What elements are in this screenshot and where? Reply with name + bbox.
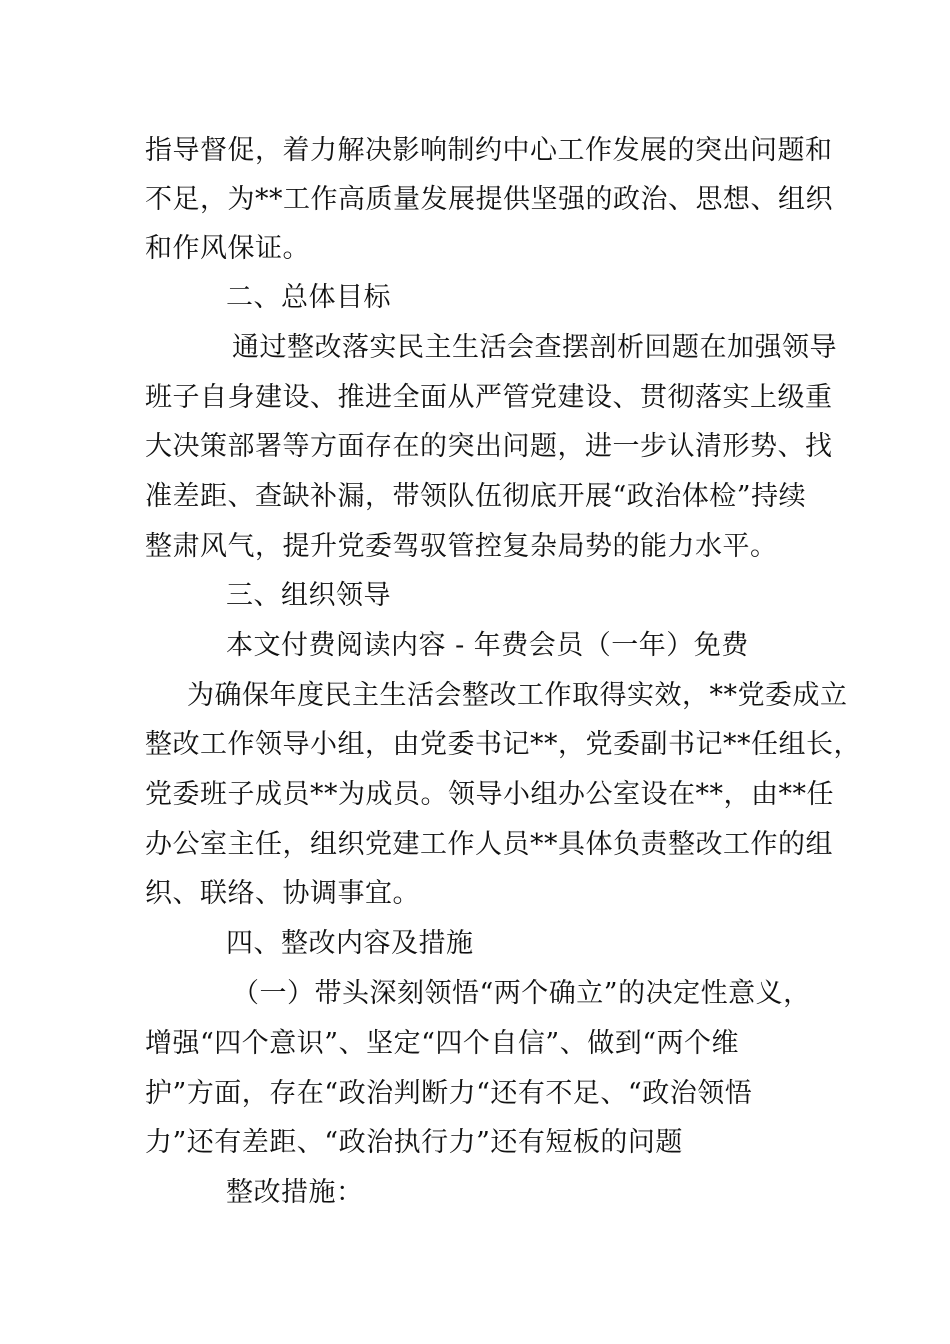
section-heading: 二、总体目标 <box>226 282 391 313</box>
paragraph-line: 为确保年度民主生活会整改工作取得实效，**党委成立 <box>187 680 848 711</box>
paragraph-line: 整改工作领导小组，由党委书记**，党委副书记**任组长， <box>145 729 861 760</box>
paragraph-line: 大决策部署等方面存在的突出问题，进一步认清形势、找 <box>145 431 833 462</box>
paragraph-line: 通过整改落实民主生活会查摆剖析回题在加强领导 <box>232 332 837 363</box>
paragraph-line: 护”方面，存在“政治判断力“还有不足、“政治领悟 <box>145 1078 753 1109</box>
paragraph-line: 织、联络、协调事宜。 <box>145 878 420 909</box>
measures-label: 整改措施： <box>226 1177 364 1208</box>
paragraph-line: 准差距、查缺补漏，带领队伍彻底开展“政治体检”持续 <box>145 481 807 512</box>
paragraph-line: 增强“四个意识”、坚定“四个自信”、做到“两个维 <box>145 1028 740 1059</box>
paragraph-line: 党委班子成员**为成员。领导小组办公室设在**，由**任 <box>145 779 834 810</box>
paragraph-line: 整肃风气，提升党委驾驭管控复杂局势的能力水平。 <box>145 531 778 562</box>
subsection-heading: （一）带头深刻领悟“两个确立”的决定性意义， <box>232 978 811 1009</box>
paragraph-line: 指导督促，着力解决影响制约中心工作发展的突出问题和 <box>145 135 833 166</box>
paywall-notice: 本文付费阅读内容 - 年费会员（一年）免费 <box>226 630 749 661</box>
paragraph-line: 和作风保证。 <box>145 233 310 264</box>
section-heading: 四、整改内容及措施 <box>226 928 474 959</box>
paragraph-line: 不足，为**工作高质量发展提供坚强的政治、思想、组织 <box>145 184 833 215</box>
paragraph-line: 班子自身建设、推进全面从严管党建设、贯彻落实上级重 <box>145 382 833 413</box>
paragraph-line: 力”还有差距、“政治执行力”还有短板的问题 <box>145 1127 683 1158</box>
paragraph-line: 办公室主任，组织党建工作人员**具体负责整改工作的组 <box>145 829 833 860</box>
section-heading: 三、组织领导 <box>226 580 391 611</box>
